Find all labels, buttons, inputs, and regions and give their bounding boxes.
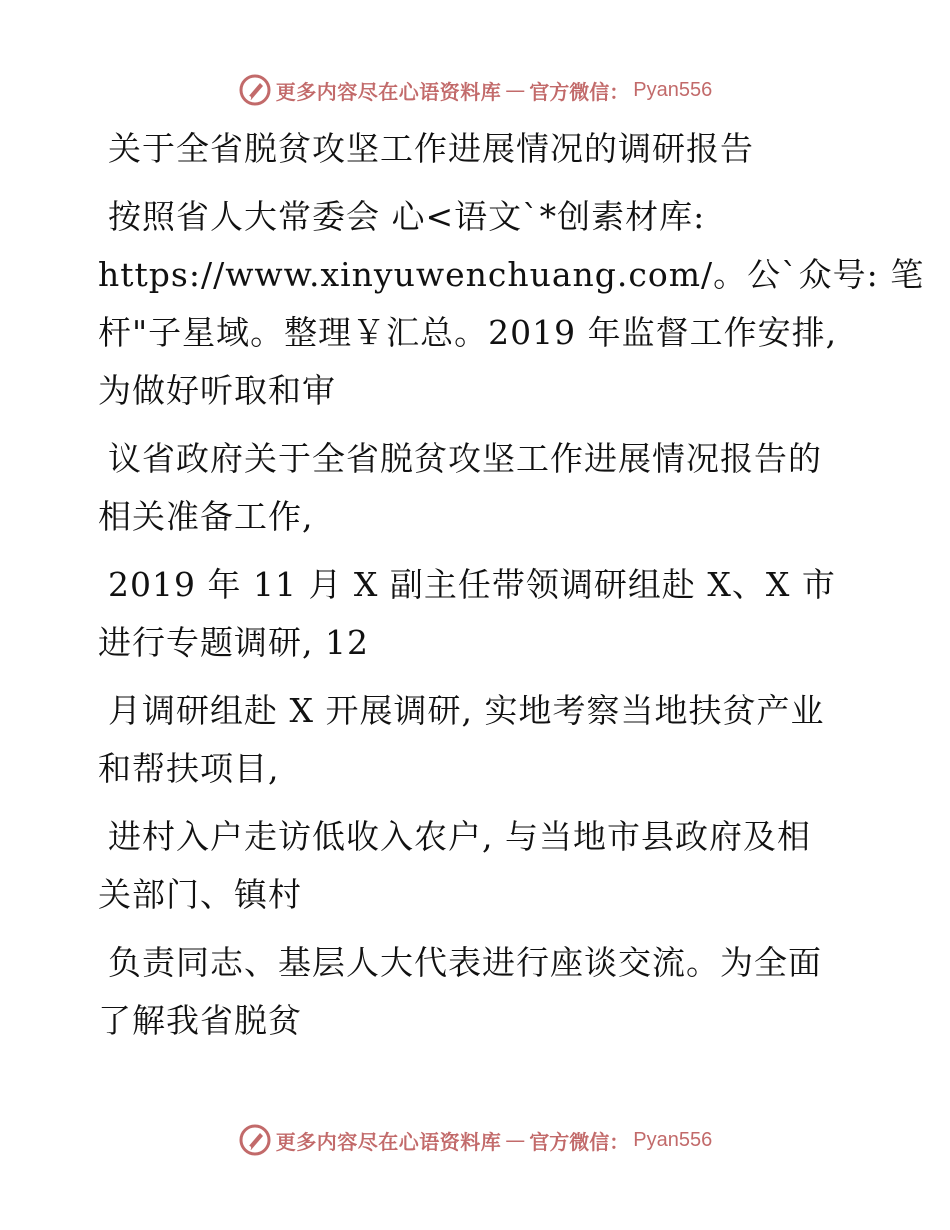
header-wechat-label: 官方微信： xyxy=(529,79,630,104)
footer-wechat-label: 官方微信： xyxy=(529,1129,630,1154)
document-body xyxy=(98,120,925,1050)
paragraph-line: 按照省人大常委会 心<语文`*创素材库: xyxy=(108,197,706,236)
paragraph-line: 议省政府关于全省脱贫攻坚工作进展情况报告的 xyxy=(108,439,822,478)
paragraph-line: 2019 年 11 月 X 副主任带领调研组赴 X、X 市 xyxy=(108,565,836,604)
footer-separator: — xyxy=(505,1128,526,1152)
paragraph-line: 相关准备工作, xyxy=(98,497,314,536)
header-banner xyxy=(0,70,950,110)
footer-slogan: 更多内容尽在心语资料库 xyxy=(275,1129,502,1154)
pen-logo-icon xyxy=(238,73,272,107)
paragraph-line: 负责同志、基层人大代表进行座谈交流。为全面 xyxy=(108,943,822,982)
paragraph-line: 关部门、镇村 xyxy=(98,875,302,914)
header-slogan: 更多内容尽在心语资料库 xyxy=(275,79,502,104)
footer-banner xyxy=(0,1120,950,1160)
document-title: 关于全省脱贫攻坚工作进展情况的调研报告 xyxy=(108,129,754,168)
header-wechat-id: Pyan556 xyxy=(633,78,713,101)
paragraph-line: 进行专题调研, 12 xyxy=(98,623,369,662)
paragraph-line: 和帮扶项目, xyxy=(98,749,280,788)
pen-logo-icon xyxy=(238,1123,272,1157)
paragraph-line: 进村入户走访低收入农户, 与当地市县政府及相 xyxy=(108,817,811,856)
paragraph-line: 为做好听取和审 xyxy=(98,371,336,410)
paragraph-line: https://www.xinyuwenchuang.com/。公`众号: 笔 xyxy=(98,255,925,294)
paragraph-line: 月调研组赴 X 开展调研, 实地考察当地扶贫产业 xyxy=(108,691,825,730)
paragraph-line: 杆"子星域。整理￥汇总。2019 年监督工作安排, xyxy=(98,313,838,352)
header-separator: — xyxy=(505,78,526,102)
footer-wechat-id: Pyan556 xyxy=(633,1128,713,1151)
paragraph-line: 了解我省脱贫 xyxy=(98,1001,302,1040)
